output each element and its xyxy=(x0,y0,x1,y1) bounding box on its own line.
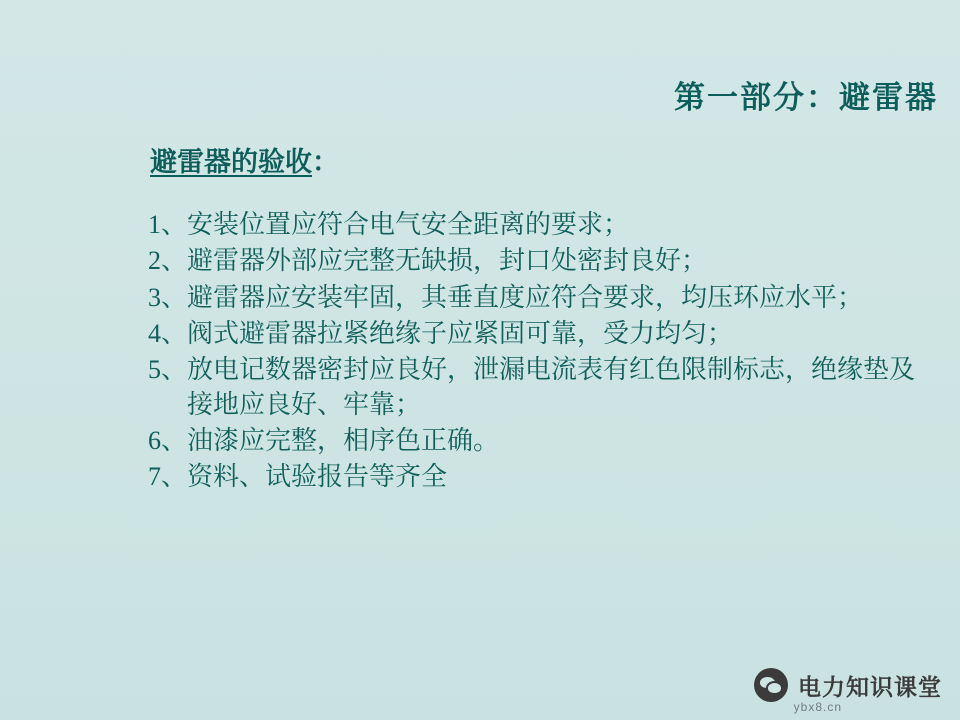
watermark-label: 电力知识课堂 xyxy=(798,673,942,700)
list-item xyxy=(148,424,938,458)
wechat-icon xyxy=(754,668,788,702)
list-item-number: 5、 xyxy=(148,355,188,385)
list-item xyxy=(148,208,938,242)
list-item-text: 安装位置应符合电气安全距离的要求； xyxy=(187,210,630,239)
list-item xyxy=(148,244,938,278)
list-item-number: 4、 xyxy=(148,318,188,348)
slide-title: 第一部分：避雷器 xyxy=(674,80,938,115)
checklist xyxy=(148,208,938,497)
list-item xyxy=(148,460,938,494)
list-item-number: 6、 xyxy=(148,425,188,455)
watermark xyxy=(754,668,942,702)
list-item xyxy=(148,317,938,351)
list-item xyxy=(148,281,938,315)
watermark-url: ybx8.cn xyxy=(793,700,842,714)
list-item-number: 2、 xyxy=(148,246,188,276)
section-heading xyxy=(150,140,339,179)
list-item-text: 避雷器应安装牢固，其垂直度应符合要求，均压环应水平； xyxy=(187,282,864,312)
list-item-text: 资料、试验报告等齐全 xyxy=(187,462,448,492)
list-item-text: 油漆应完整，相序色正确。 xyxy=(187,425,500,455)
list-item-text: 放电记数器密封应良好，泄漏电流表有红色限制标志，绝缘垫及接地应良好、牢靠； xyxy=(187,355,916,419)
list-item-text: 阀式避雷器拉紧绝缘子应紧固可靠，受力均匀； xyxy=(187,318,734,348)
list-item-text: 避雷器外部应完整无缺损，封口处密封良好； xyxy=(187,246,708,276)
section-heading-suffix: ： xyxy=(312,147,339,177)
list-item-number: 7、 xyxy=(148,462,188,492)
list-item xyxy=(148,353,938,422)
list-item-number: 3、 xyxy=(148,282,188,312)
section-heading-underlined: 避雷器的验收 xyxy=(150,147,312,177)
list-item-number: 1、 xyxy=(148,210,188,239)
